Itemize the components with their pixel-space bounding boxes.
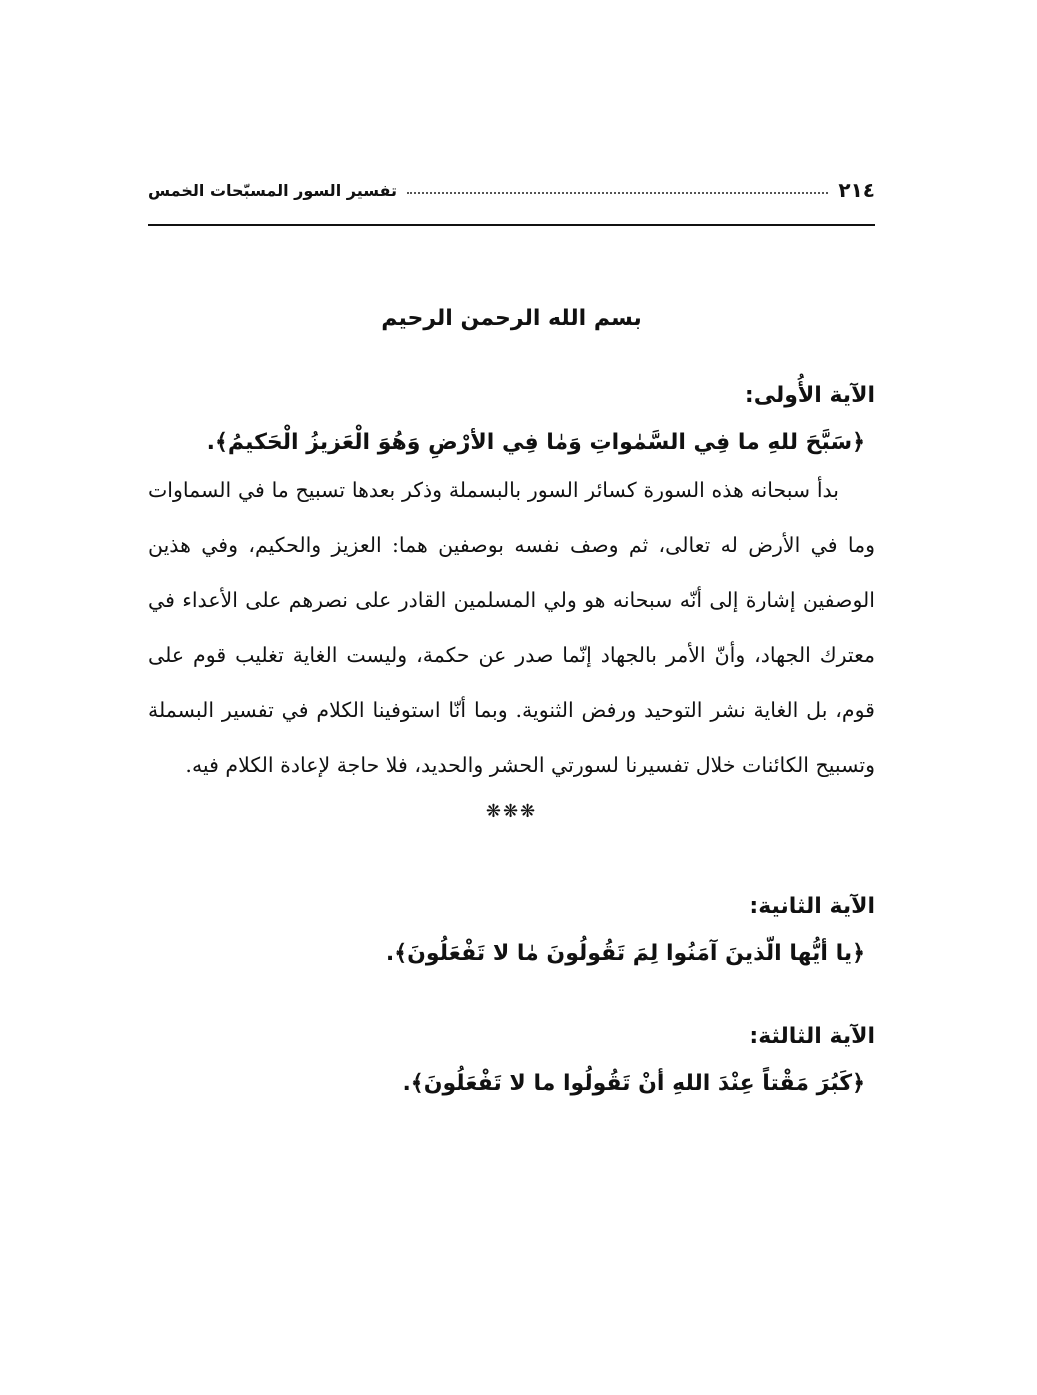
section-separator: ❋❋❋: [485, 801, 538, 822]
header-rule: [148, 224, 875, 226]
verse-1-commentary: [148, 463, 875, 793]
verse-2-heading: الآية الثانية:: [749, 894, 875, 919]
basmala: بسم الله الرحمن الرحيم: [381, 306, 642, 331]
verse-2-text: ﴿يا أيُّها الّذينَ آمَنُوا لِمَ تَقُولُونَ مٰا لا تَفْعَلُونَ﴾.: [385, 941, 865, 966]
verse-1-heading: الآية الأُولى:: [744, 383, 875, 408]
commentary-paragraph: بدأ سبحانه هذه السورة كسائر السور بالبسملة وذكر بعدها تسبيح ما في السماوات وما في الأرض له تعالى، ثم وصف نفسه بوصفين هما: العزيز والحكيم، وفي هذين الوصفين إشارة إلى أنّه سبحانه هو ولي المسلمين القادر على نصرهم على الأعداء في معترك الجهاد، وأنّ الأمر بالجهاد إنّما صدر عن حكمة، وليست الغاية تغليب قوم على قوم، بل الغاية نشر التوحيد ورفض الثنوية. وبما أنّا استوفينا الكلام في تفسير البسملة وتسبيح الكائنات خلال تفسيرنا لسورتي الحشر والحديد، فلا حاجة لإعادة الكلام فيه.: [148, 478, 875, 777]
verse-3-text: ﴿كَبُرَ مَقْتاً عِنْدَ اللهِ أنْ تَقُولُوا ما لا تَفْعَلُونَ﴾.: [402, 1071, 865, 1096]
running-title: تفسير السور المسبّحات الخمس: [148, 180, 398, 200]
header-leader-dots: [407, 192, 828, 194]
page-number: ٢١٤: [838, 178, 875, 202]
verse-1-text: ﴿سَبَّحَ للهِ ما فِي السَّمٰواتِ وَمٰا فِي الأرْضِ وَهُوَ الْعَزيزُ الْحَكيمُ﴾.: [206, 430, 865, 455]
book-page: [148, 170, 875, 1096]
page-header: [148, 170, 875, 210]
verse-3-heading: الآية الثالثة:: [749, 1024, 875, 1049]
